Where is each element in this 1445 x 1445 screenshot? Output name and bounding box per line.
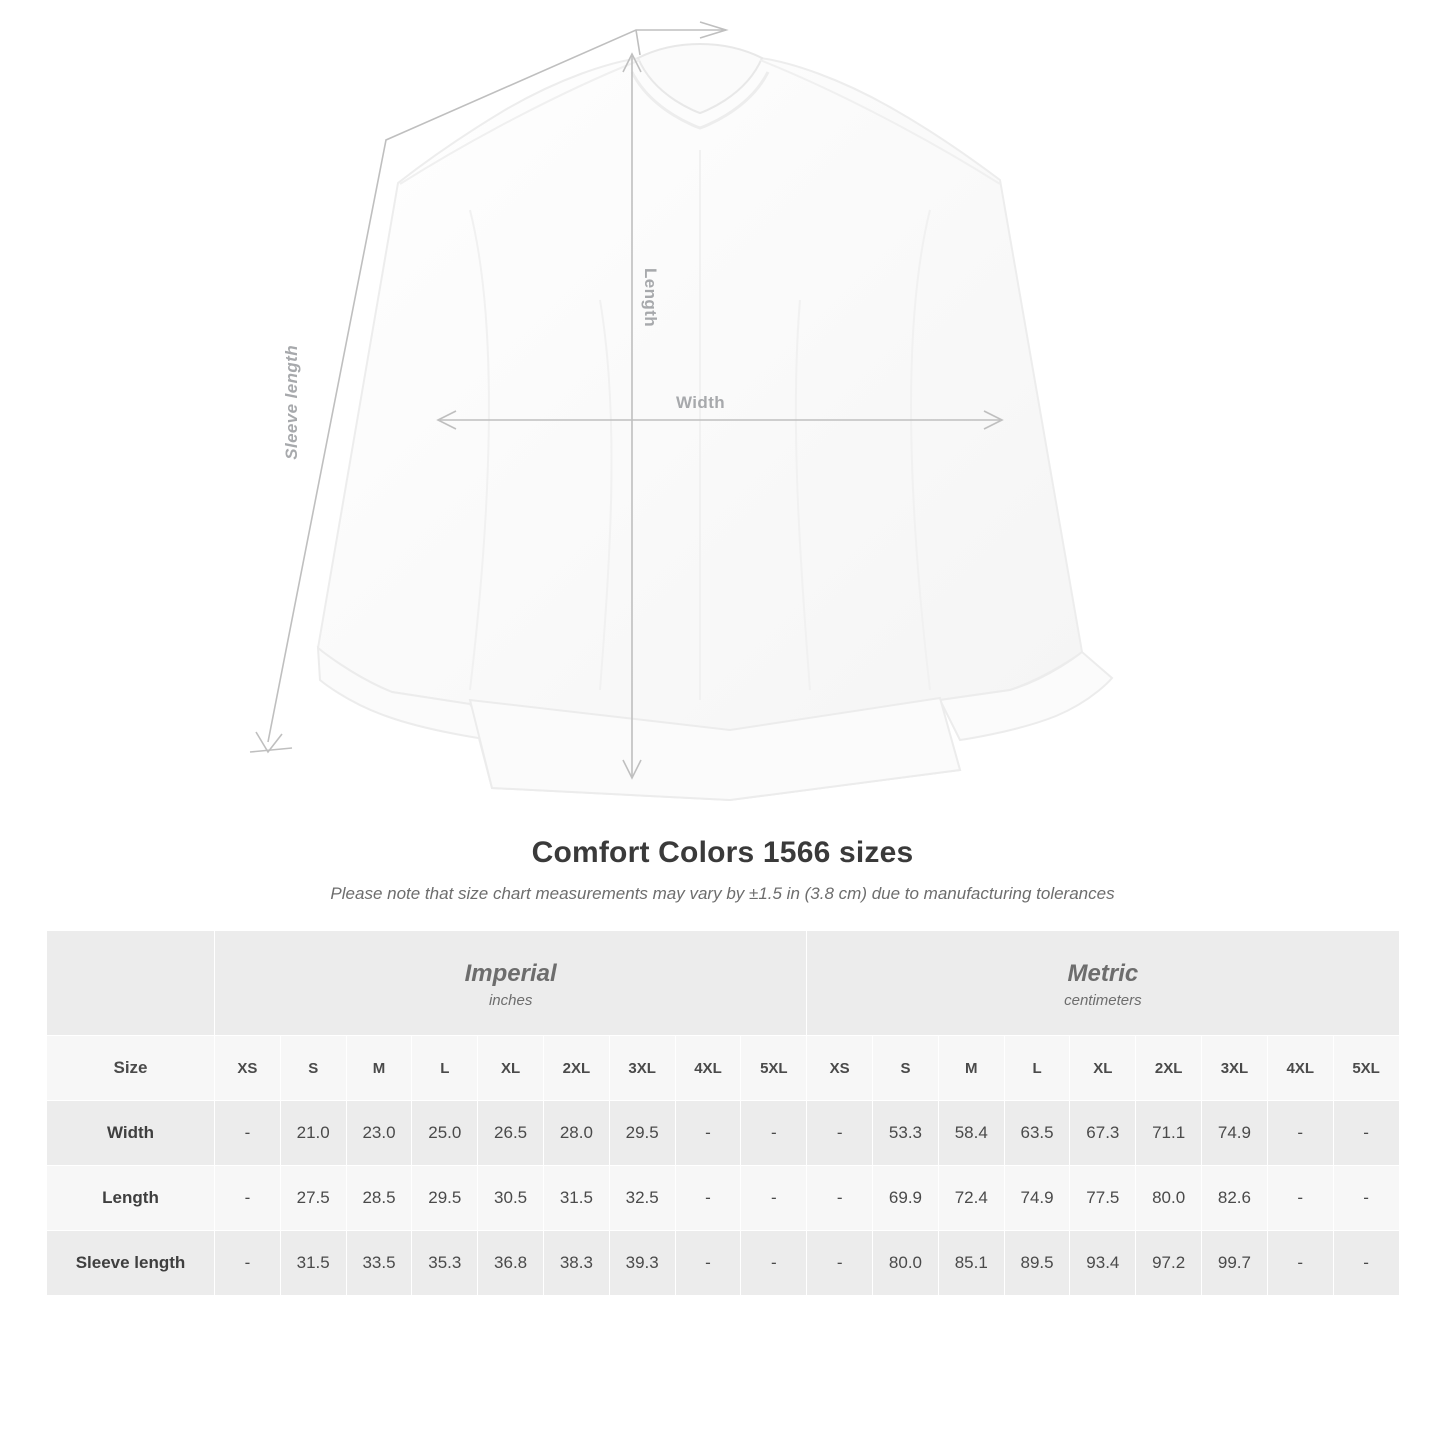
row-label-length: Length <box>47 1166 215 1231</box>
cell-length-metric-xs: - <box>807 1166 873 1231</box>
unit-imperial-sub: inches <box>488 992 533 1009</box>
column-header-metric-m: M <box>938 1036 1004 1101</box>
cell-width-imperial-2xl: 28.0 <box>543 1101 609 1166</box>
column-header-imperial-xs: XS <box>215 1036 281 1101</box>
unit-metric-sub: centimeters <box>1064 992 1142 1009</box>
cell-width-metric-5xl: - <box>1333 1101 1399 1166</box>
cell-sleeve-imperial-2xl: 38.3 <box>543 1231 609 1296</box>
cell-sleeve-metric-xl: 93.4 <box>1070 1231 1136 1296</box>
cell-sleeve-metric-xs: - <box>807 1231 873 1296</box>
cell-sleeve-imperial-m: 33.5 <box>346 1231 412 1296</box>
cell-sleeve-metric-2xl: 97.2 <box>1136 1231 1202 1296</box>
cell-width-imperial-xl: 26.5 <box>478 1101 544 1166</box>
column-header-imperial-m: M <box>346 1036 412 1101</box>
cell-sleeve-metric-5xl: - <box>1333 1231 1399 1296</box>
column-header-imperial-l: L <box>412 1036 478 1101</box>
length-dimension-label: Length <box>641 268 660 328</box>
sleeve-length-dimension-label: Sleeve length <box>282 345 301 460</box>
cell-sleeve-imperial-xl: 36.8 <box>478 1231 544 1296</box>
cell-length-metric-5xl: - <box>1333 1166 1399 1231</box>
column-header-metric-s: S <box>873 1036 939 1101</box>
cell-width-metric-s: 53.3 <box>873 1101 939 1166</box>
width-dimension-label: Width <box>676 393 726 412</box>
chart-heading <box>0 836 1445 904</box>
column-header-imperial-3xl: 3XL <box>609 1036 675 1101</box>
cell-sleeve-imperial-4xl: - <box>675 1231 741 1296</box>
row-label-sleeve-length: Sleeve length <box>47 1231 215 1296</box>
unit-header-imperial <box>215 931 807 1036</box>
column-header-imperial-s: S <box>280 1036 346 1101</box>
column-header-metric-5xl: 5XL <box>1333 1036 1399 1101</box>
tolerance-note: Please note that size chart measurements may vary by ±1.5 in (3.8 cm) due to manufacturing tolerances <box>330 884 1115 903</box>
cell-length-imperial-l: 29.5 <box>412 1166 478 1231</box>
cell-sleeve-metric-l: 89.5 <box>1004 1231 1070 1296</box>
cell-length-imperial-s: 27.5 <box>280 1166 346 1231</box>
cell-width-metric-xs: - <box>807 1101 873 1166</box>
size-header-row <box>47 1036 1400 1101</box>
cell-sleeve-imperial-3xl: 39.3 <box>609 1231 675 1296</box>
cell-sleeve-metric-s: 80.0 <box>873 1231 939 1296</box>
column-header-imperial-xl: XL <box>478 1036 544 1101</box>
unit-header-metric <box>807 931 1399 1036</box>
cell-sleeve-imperial-xs: - <box>215 1231 281 1296</box>
cell-sleeve-imperial-5xl: - <box>741 1231 807 1296</box>
cell-width-imperial-5xl: - <box>741 1101 807 1166</box>
column-header-metric-l: L <box>1004 1036 1070 1101</box>
cell-width-metric-m: 58.4 <box>938 1101 1004 1166</box>
table-row <box>47 1101 1400 1166</box>
cell-width-metric-l: 63.5 <box>1004 1101 1070 1166</box>
table-row <box>47 1231 1400 1296</box>
cell-sleeve-imperial-l: 35.3 <box>412 1231 478 1296</box>
cell-length-metric-3xl: 82.6 <box>1202 1166 1268 1231</box>
column-header-metric-3xl: 3XL <box>1202 1036 1268 1101</box>
cell-width-metric-3xl: 74.9 <box>1202 1101 1268 1166</box>
table-row <box>47 1166 1400 1231</box>
column-header-metric-2xl: 2XL <box>1136 1036 1202 1101</box>
cell-length-imperial-xs: - <box>215 1166 281 1231</box>
cell-length-imperial-2xl: 31.5 <box>543 1166 609 1231</box>
sweatshirt-shape <box>318 44 1112 800</box>
cell-sleeve-metric-3xl: 99.7 <box>1202 1231 1268 1296</box>
cell-width-imperial-xs: - <box>215 1101 281 1166</box>
cell-width-metric-4xl: - <box>1267 1101 1333 1166</box>
unit-header-row <box>47 931 1400 1036</box>
cell-sleeve-metric-4xl: - <box>1267 1231 1333 1296</box>
cell-length-metric-4xl: - <box>1267 1166 1333 1231</box>
cell-width-imperial-4xl: - <box>675 1101 741 1166</box>
cell-length-imperial-m: 28.5 <box>346 1166 412 1231</box>
cell-length-imperial-3xl: 32.5 <box>609 1166 675 1231</box>
cell-length-metric-l: 74.9 <box>1004 1166 1070 1231</box>
column-header-imperial-5xl: 5XL <box>741 1036 807 1101</box>
cell-length-metric-xl: 77.5 <box>1070 1166 1136 1231</box>
row-label-width: Width <box>47 1101 215 1166</box>
column-header-metric-4xl: 4XL <box>1267 1036 1333 1101</box>
cell-width-imperial-s: 21.0 <box>280 1101 346 1166</box>
cell-width-imperial-l: 25.0 <box>412 1101 478 1166</box>
cell-length-metric-m: 72.4 <box>938 1166 1004 1231</box>
cell-length-imperial-5xl: - <box>741 1166 807 1231</box>
cell-width-imperial-3xl: 29.5 <box>609 1101 675 1166</box>
page-title: Comfort Colors 1566 sizes <box>531 836 914 869</box>
column-header-size: Size <box>47 1036 215 1101</box>
column-header-metric-xl: XL <box>1070 1036 1136 1101</box>
cell-length-metric-2xl: 80.0 <box>1136 1166 1202 1231</box>
unit-metric-name: Metric <box>1067 960 1139 987</box>
cell-length-imperial-4xl: - <box>675 1166 741 1231</box>
column-header-imperial-4xl: 4XL <box>675 1036 741 1101</box>
cell-sleeve-imperial-s: 31.5 <box>280 1231 346 1296</box>
size-table-wrapper <box>46 930 1399 1296</box>
size-chart-table <box>46 930 1400 1296</box>
column-header-imperial-2xl: 2XL <box>543 1036 609 1101</box>
unit-header-spacer <box>47 931 215 1036</box>
cell-width-metric-2xl: 71.1 <box>1136 1101 1202 1166</box>
column-header-metric-xs: XS <box>807 1036 873 1101</box>
cell-length-imperial-xl: 30.5 <box>478 1166 544 1231</box>
cell-width-metric-xl: 67.3 <box>1070 1101 1136 1166</box>
cell-width-imperial-m: 23.0 <box>346 1101 412 1166</box>
cell-length-metric-s: 69.9 <box>873 1166 939 1231</box>
cell-sleeve-metric-m: 85.1 <box>938 1231 1004 1296</box>
unit-imperial-name: Imperial <box>464 960 557 987</box>
